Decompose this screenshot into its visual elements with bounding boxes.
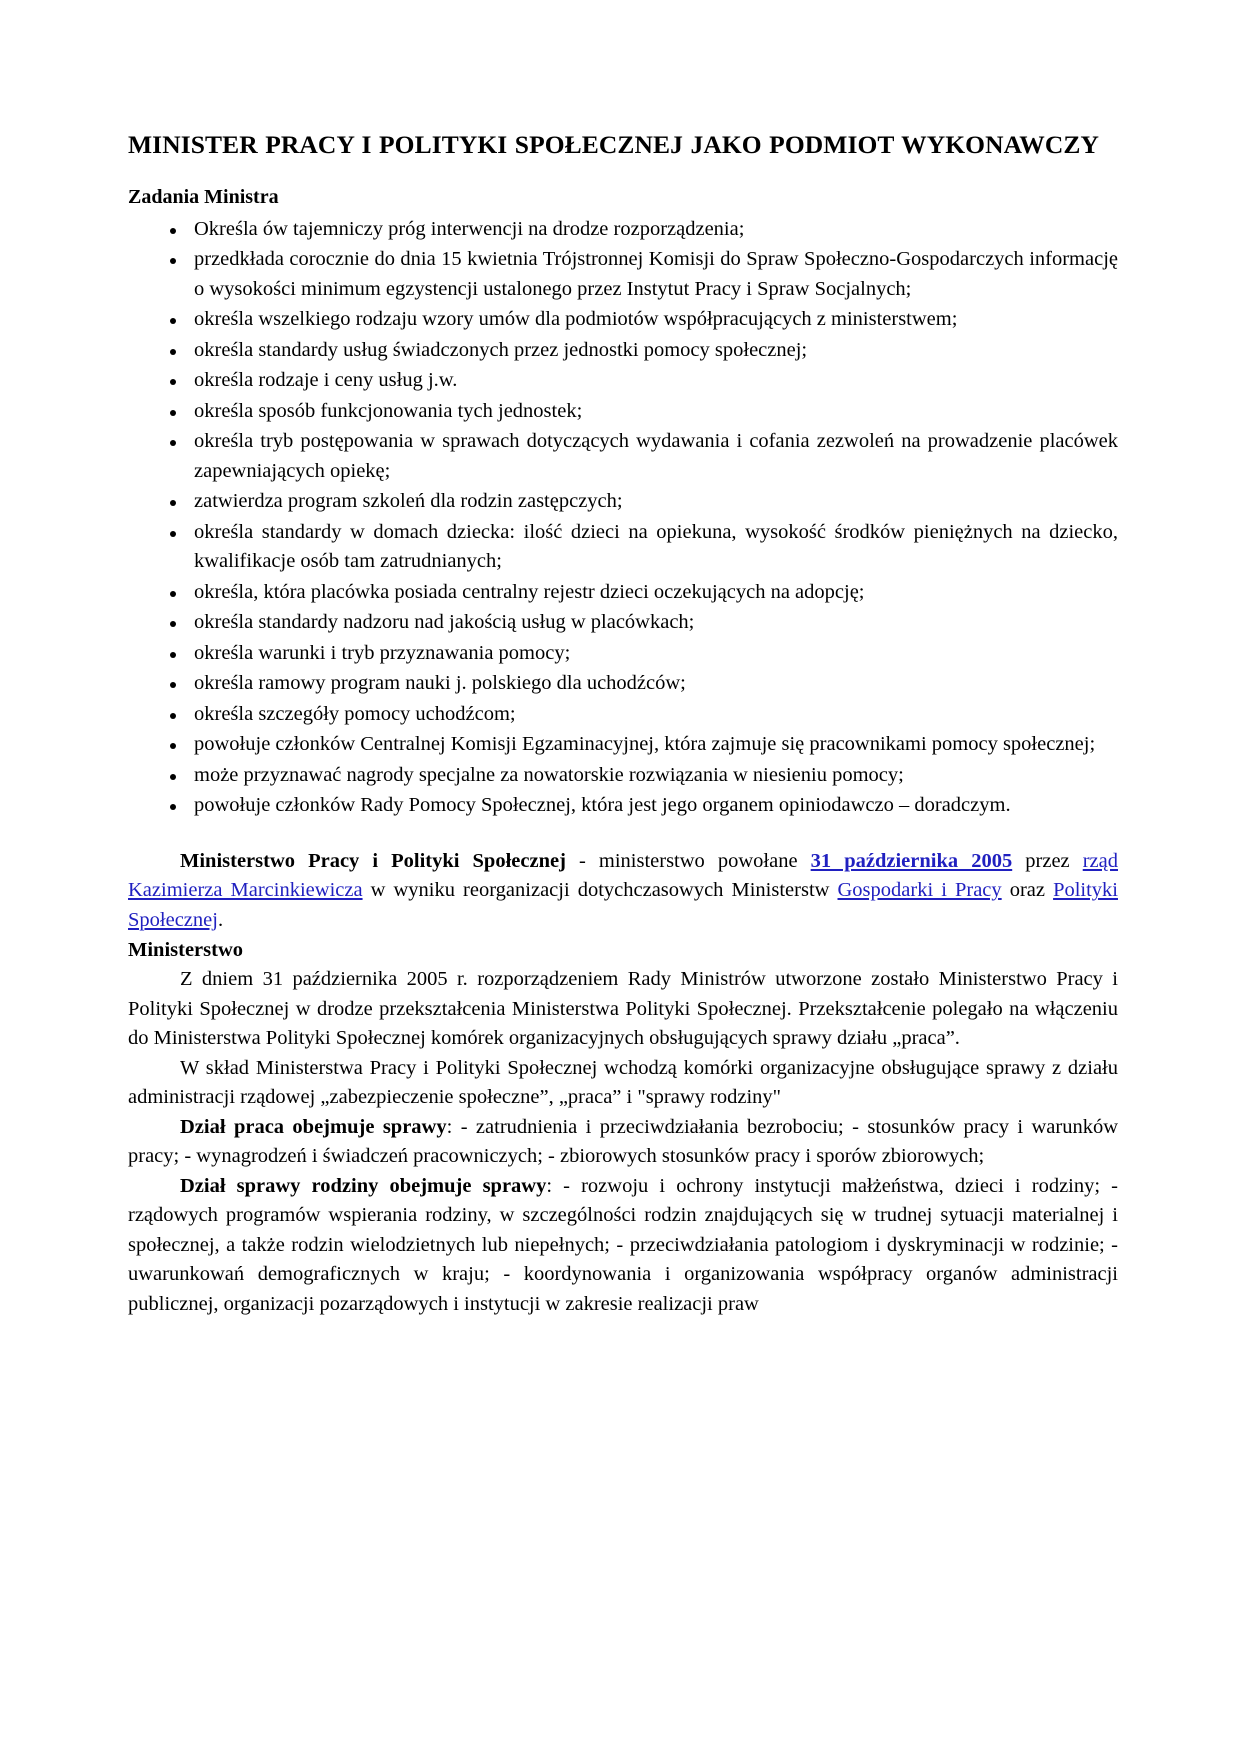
link-rzad-kazimierza-marcinkiewicza[interactable]: rząd Kazimierza Marcinkiewicza [128,849,1118,902]
definition-text-4: oraz [1001,879,1054,902]
list-item: określa standardy w domach dziecka: ilość dzieci na opiekuna, wysokość środków pieniężnych na dziecko, kwalifikacje osób tam zatrudnianych; [128,518,1118,577]
list-item: określa, która placówka posiada centralny rejestr dzieci oczekujących na adopcję; [128,578,1118,608]
ministry-subheading: Ministerstwo [128,938,244,961]
link-polityki-spolecznej[interactable]: Polityki Społecznej [128,879,1118,931]
paragraph-dzial-sprawy-rodziny [128,1172,1118,1320]
list-item: określa sposób funkcjonowania tych jednostek; [128,397,1118,427]
definition-text-2: przez [1012,849,1083,872]
list-item: powołuje członków Rady Pomocy Społecznej, która jest jego organem opiniodawczo – doradczym. [128,791,1118,821]
paragraph-dzial-praca [128,1113,1118,1172]
paragraph-creation: Z dniem 31 października 2005 r. rozporządzeniem Rady Ministrów utworzone zostało Ministerstwo Pracy i Polityki Społecznej w drodze przekształcenia Ministerstwa Polityki Społecznej. Przekształcenie polegało na włączeniu do Ministerstwa Polityki Społecznej komórek organizacyjnych obsługujących sprawy działu „praca”. [128,968,1118,1050]
link-31-pazdziernika-2005[interactable]: 31 października 2005 [810,849,1013,872]
dzial-praca-text: : - zatrudnienia i przeciwdziałania bezrobociu; - stosunków pracy i warunków pracy; - wynagrodzeń i świadczeń pracowniczych; - zbiorowych stosunków pracy i sporów zbiorowych; [128,1115,1119,1168]
list-item: określa wszelkiego rodzaju wzory umów dla podmiotów współpracujących z ministerstwem; [128,305,1118,335]
definition-text-3: w wyniku reorganizacji dotychczasowych Ministerstw [362,879,838,902]
ministry-definition-paragraph [128,847,1118,936]
minister-tasks-list [128,215,1118,821]
list-item: Określa ów tajemniczy próg interwencji na drodze rozporządzenia; [128,215,1118,245]
list-item: przedkłada corocznie do dnia 15 kwietnia Trójstronnej Komisji do Spraw Społeczno-Gospodarczych informację o wysokości minimum egzystencji ustalonego przez Instytut Pracy i Spraw Socjalnych; [128,245,1118,304]
ministry-name-bold: Ministerstwo Pracy i Polityki Społecznej [180,849,566,872]
definition-text-5: . [217,909,224,931]
tasks-heading: Zadania Ministra [128,185,279,208]
list-item: określa szczegóły pomocy uchodźcom; [128,700,1118,730]
definition-text-1: - ministerstwo powołane [565,849,811,872]
page-title: MINISTER PRACY I POLITYKI SPOŁECZNEJ JAKO PODMIOT WYKONAWCZY [128,130,1100,159]
list-item: określa standardy nadzoru nad jakością usług w placówkach; [128,608,1118,638]
list-item: może przyznawać nagrody specjalne za nowatorskie rozwiązania w niesieniu pomocy; [128,761,1118,791]
list-item: zatwierdza program szkoleń dla rodzin zastępczych; [128,487,1118,517]
list-item: określa ramowy program nauki j. polskiego dla uchodźców; [128,669,1118,699]
dzial-rodzina-text: : - rozwoju i ochrony instytucji małżeństwa, dzieci i rodziny; - rządowych programów wspierania rodziny, w szczególności rodzin znajdujących się w trudnej sytuacji materialnej i społecznej, a także rodzin wielodzietnych lub niepełnych; - przeciwdziałania patologiom i dyskryminacji w rodzinie; - uwarunkowań demograficznych w kraju; - koordynowania i organizowania współpracy organów administracji publicznej, organizacji pozarządowych i instytucji w zakresie realizacji praw [128,1174,1118,1315]
list-item: określa tryb postępowania w sprawach dotyczących wydawania i cofania zezwoleń na prowadzenie placówek zapewniających opiekę; [128,427,1118,486]
list-item: określa standardy usług świadczonych przez jednostki pomocy społecznej; [128,336,1118,366]
link-gospodarki-i-pracy[interactable]: Gospodarki i Pracy [837,879,1002,902]
dzial-rodzina-label: Dział sprawy rodziny obejmuje sprawy [180,1174,547,1197]
list-item: określa rodzaje i ceny usług j.w. [128,366,1118,396]
list-item: określa warunki i tryb przyznawania pomocy; [128,639,1118,669]
paragraph-composition: W skład Ministerstwa Pracy i Polityki Społecznej wchodzą komórki organizacyjne obsługujące sprawy z działu administracji rządowej „zabezpieczenie społeczne”, „praca” i "sprawy rodziny" [128,1056,1118,1109]
list-item: powołuje członków Centralnej Komisji Egzaminacyjnej, która zajmuje się pracownikami pomocy społecznej; [128,730,1118,760]
dzial-praca-label: Dział praca obejmuje sprawy [180,1115,447,1138]
